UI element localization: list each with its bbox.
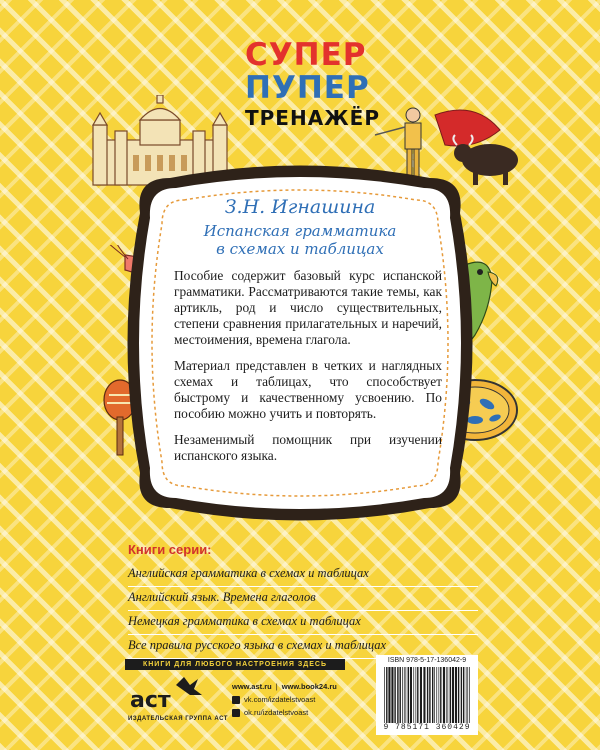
barcode-bar xyxy=(386,667,387,723)
barcode-bar xyxy=(443,667,445,723)
barcode-bar xyxy=(466,667,467,723)
barcode-bar xyxy=(394,667,395,723)
series-title-line-2: ПУПЕР xyxy=(245,70,370,106)
barcode-bar xyxy=(448,667,449,723)
series-books-heading: Книги серии: xyxy=(128,542,212,557)
barcode-bar xyxy=(446,667,447,723)
ok-row xyxy=(232,706,337,719)
vk-icon xyxy=(232,696,240,704)
book-description xyxy=(174,268,442,474)
barcode-bar xyxy=(458,667,459,723)
barcode-bar xyxy=(427,667,428,723)
series-title-line-1: СУПЕР xyxy=(245,37,367,73)
barcode-bar xyxy=(436,667,437,723)
barcode-bar xyxy=(455,667,457,723)
barcode-bar xyxy=(452,667,454,723)
barcode-bar xyxy=(469,667,470,723)
websites-row xyxy=(232,680,337,693)
isbn-number: ISBN 978-5-17-136042-9 xyxy=(387,657,467,664)
barcode-bar xyxy=(432,667,433,723)
barcode-bar xyxy=(440,667,441,723)
isbn-barcode-box xyxy=(376,655,478,735)
publisher-name: ИЗДАТЕЛЬСКАЯ ГРУППА АСТ xyxy=(128,716,228,722)
vk-link[interactable]: vk.com/izdatelstvoast xyxy=(244,695,316,704)
barcode-bar xyxy=(404,667,405,723)
barcode-bar xyxy=(420,667,422,723)
barcode-bar xyxy=(423,667,425,723)
barcode-bar xyxy=(400,667,401,723)
barcode-bar xyxy=(416,667,417,723)
book-title-line-2: в схемах и таблицах xyxy=(216,240,384,258)
barcode-bar xyxy=(406,667,407,723)
barcode-bar xyxy=(413,667,414,723)
barcode-bar xyxy=(417,667,418,723)
barcode-digits: 9 785171 360429 xyxy=(383,723,471,732)
series-book-item: Немецкая грамматика в схемах и таблицах xyxy=(128,611,478,635)
vk-row xyxy=(232,693,337,706)
barcode-bar xyxy=(463,667,464,723)
website-link[interactable]: www.ast.ru xyxy=(232,682,272,691)
series-book-item: Все правила русского языка в схемах и таблицах xyxy=(128,635,478,659)
barcode-bar xyxy=(391,667,393,723)
publisher-links xyxy=(232,680,337,719)
barcode-bar xyxy=(461,667,462,723)
barcode-bar xyxy=(467,667,468,723)
series-books-list xyxy=(128,542,478,659)
series-book-item: Английская грамматика в схемах и таблицах xyxy=(128,563,478,587)
book-author: З.Н. Игнашина xyxy=(224,196,376,218)
barcode-bar xyxy=(434,667,435,723)
website-link[interactable]: www.book24.ru xyxy=(281,682,337,691)
barcode-bar xyxy=(410,667,412,723)
ok-icon xyxy=(232,709,240,717)
book-title-line-1: Испанская грамматика xyxy=(203,222,397,240)
barcode-bar xyxy=(439,667,440,723)
publisher-tagline: КНИГИ ДЛЯ ЛЮБОГО НАСТРОЕНИЯ ЗДЕСЬ xyxy=(125,659,345,670)
barcode-bar xyxy=(408,667,409,723)
barcode-bar xyxy=(450,667,451,723)
svg-text:аст: аст xyxy=(130,688,171,713)
description-paragraph-3: Незаменимый помощник при изучении испанского языка. xyxy=(174,432,442,463)
barcode-graphic xyxy=(382,667,472,723)
series-title-line-3: ТРЕНАЖЁР xyxy=(245,106,380,130)
series-book-item: Английский язык. Времена глаголов xyxy=(128,587,478,611)
barcode-bar xyxy=(429,667,430,723)
barcode-bar xyxy=(384,667,385,723)
description-paragraph-1: Пособие содержит базовый курс испанской грамматики. Рассматриваются такие темы, как артикль, род и число существительных, степени сравнения прилагательных и наречий, местоимения, времена глагола. xyxy=(174,268,442,347)
barcode-bar xyxy=(388,667,390,723)
barcode-bar xyxy=(402,667,403,723)
barcode-bar xyxy=(397,667,398,723)
book-title xyxy=(180,222,420,258)
ok-link[interactable]: ok.ru/izdatelstvoast xyxy=(244,708,309,717)
separator: | xyxy=(275,682,278,691)
description-paragraph-2: Материал представлен в четких и наглядных схемах и таблицах, что способствует быстрому и качественному усвоению. По пособию можно учить и повторять. xyxy=(174,358,442,421)
